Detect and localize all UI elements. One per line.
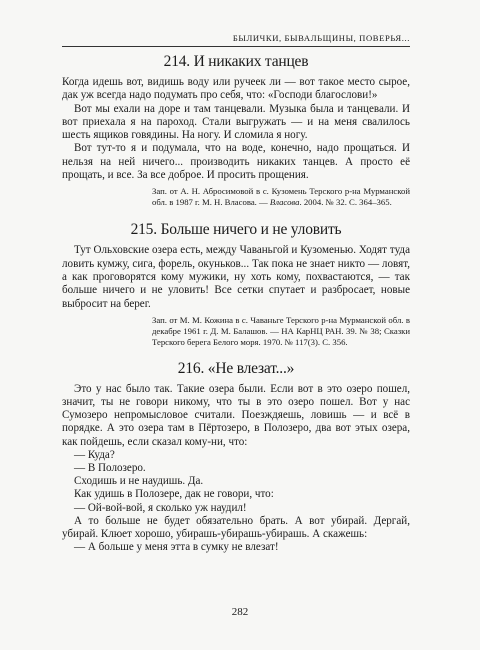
source-italic: Власова [269,197,300,208]
source-tail: . 2004. № 32. С. 364–365. [299,197,392,208]
dialogue-line: — Куда? [74,448,115,461]
source-note [152,315,410,348]
story-text [62,76,410,182]
paragraph: Тут Ольховские озера есть, между Чаваньгой и Кузоменью. Ходят туда ловить кумжу, сига, форель, окуньков... Так пока не знает никто — ловят, а как проговорятся кому мужики, ну хоть кому, похвастаются, — так больше ничего и не уловить! Все сетки спутает и разбросает, новые выбросит на берег. [62,244,410,310]
section-title: 215. Больше ничего и не уловить [130,221,342,239]
page-content [62,46,410,555]
source-text: Зап. от М. М. Кожина в с. Чаваньге Терского р-на Мурманской обл. в декабре 1961 г. Д. М. Балашов. — НА КарНЦ РАН. 39. № 38; Сказки Терского берега Белого моря. 1970. № 117(3). С. 356. [152,314,410,347]
section-title: 214. И никаких танцев [163,53,309,70]
running-head: БЫЛИЧКИ, БЫВАЛЬЩИНЫ, ПОВЕРЬЯ... [62,33,410,47]
page-number: 282 [231,606,249,618]
story-text [62,244,410,310]
story-text [62,383,410,555]
dialogue-line: — В Полозеро. [74,462,146,475]
paragraph: Это у нас было так. Такие озера были. Если вот в это озеро пошел, значит, ты не говори никому, что ты в это озеро пошел. Вот у нас Сумозеро непромысловое считали. Поезждяешь, ловишь — и всё в порядке. А это озера там в Пёртозеро, в Полозеро, два вот этых озера, как пойдешь, если сказал кому-ни, что: [62,382,410,448]
dialogue-line: — Ой-вой-вой, я сколько уж наудил! [74,501,247,514]
source-text: Зап. от А. Н. Абросимовой в с. Кузомень Терского р-на Мурманской обл. в 1987 г. М. Н. Власова. — [152,186,410,208]
paragraph: Сходишь и не наудишь. Да. [74,475,204,488]
paragraph: Когда идешь вот, видишь воду или ручеек ли — вот такое место сырое, дак уж всегда надо подумать про себя, что: «Господи благослови!» [62,76,410,102]
paragraph: Как удишь в Полозере, дак не говори, что: [74,488,274,501]
source-note [152,186,410,208]
dialogue-line: — А больше у меня этта в сумку не влезат! [74,541,279,554]
paragraph: А то больше не будет обязательно брать. А вот убирай. Дергай, убирай. Клюет хорошо, убирашь-убирашь-убирашь. А скажешь: [62,514,410,541]
paragraph: Вот мы ехали на доре и там танцевали. Музыка была и танцевали. И вот приехала я на пароход. Стали выгружать — и на меня свалилось шесть ящиков говядины. На ногу. И сломила я ногу. [62,102,410,142]
paragraph: Вот тут-то я и подумала, что на воде, конечно, надо прощаться. И нельзя на ней ничего... производить никаких танцев. А просто её прощать, и все. За все доброе. И просить прощения. [62,142,410,182]
section-title: 216. «Не влезат...» [177,359,295,377]
